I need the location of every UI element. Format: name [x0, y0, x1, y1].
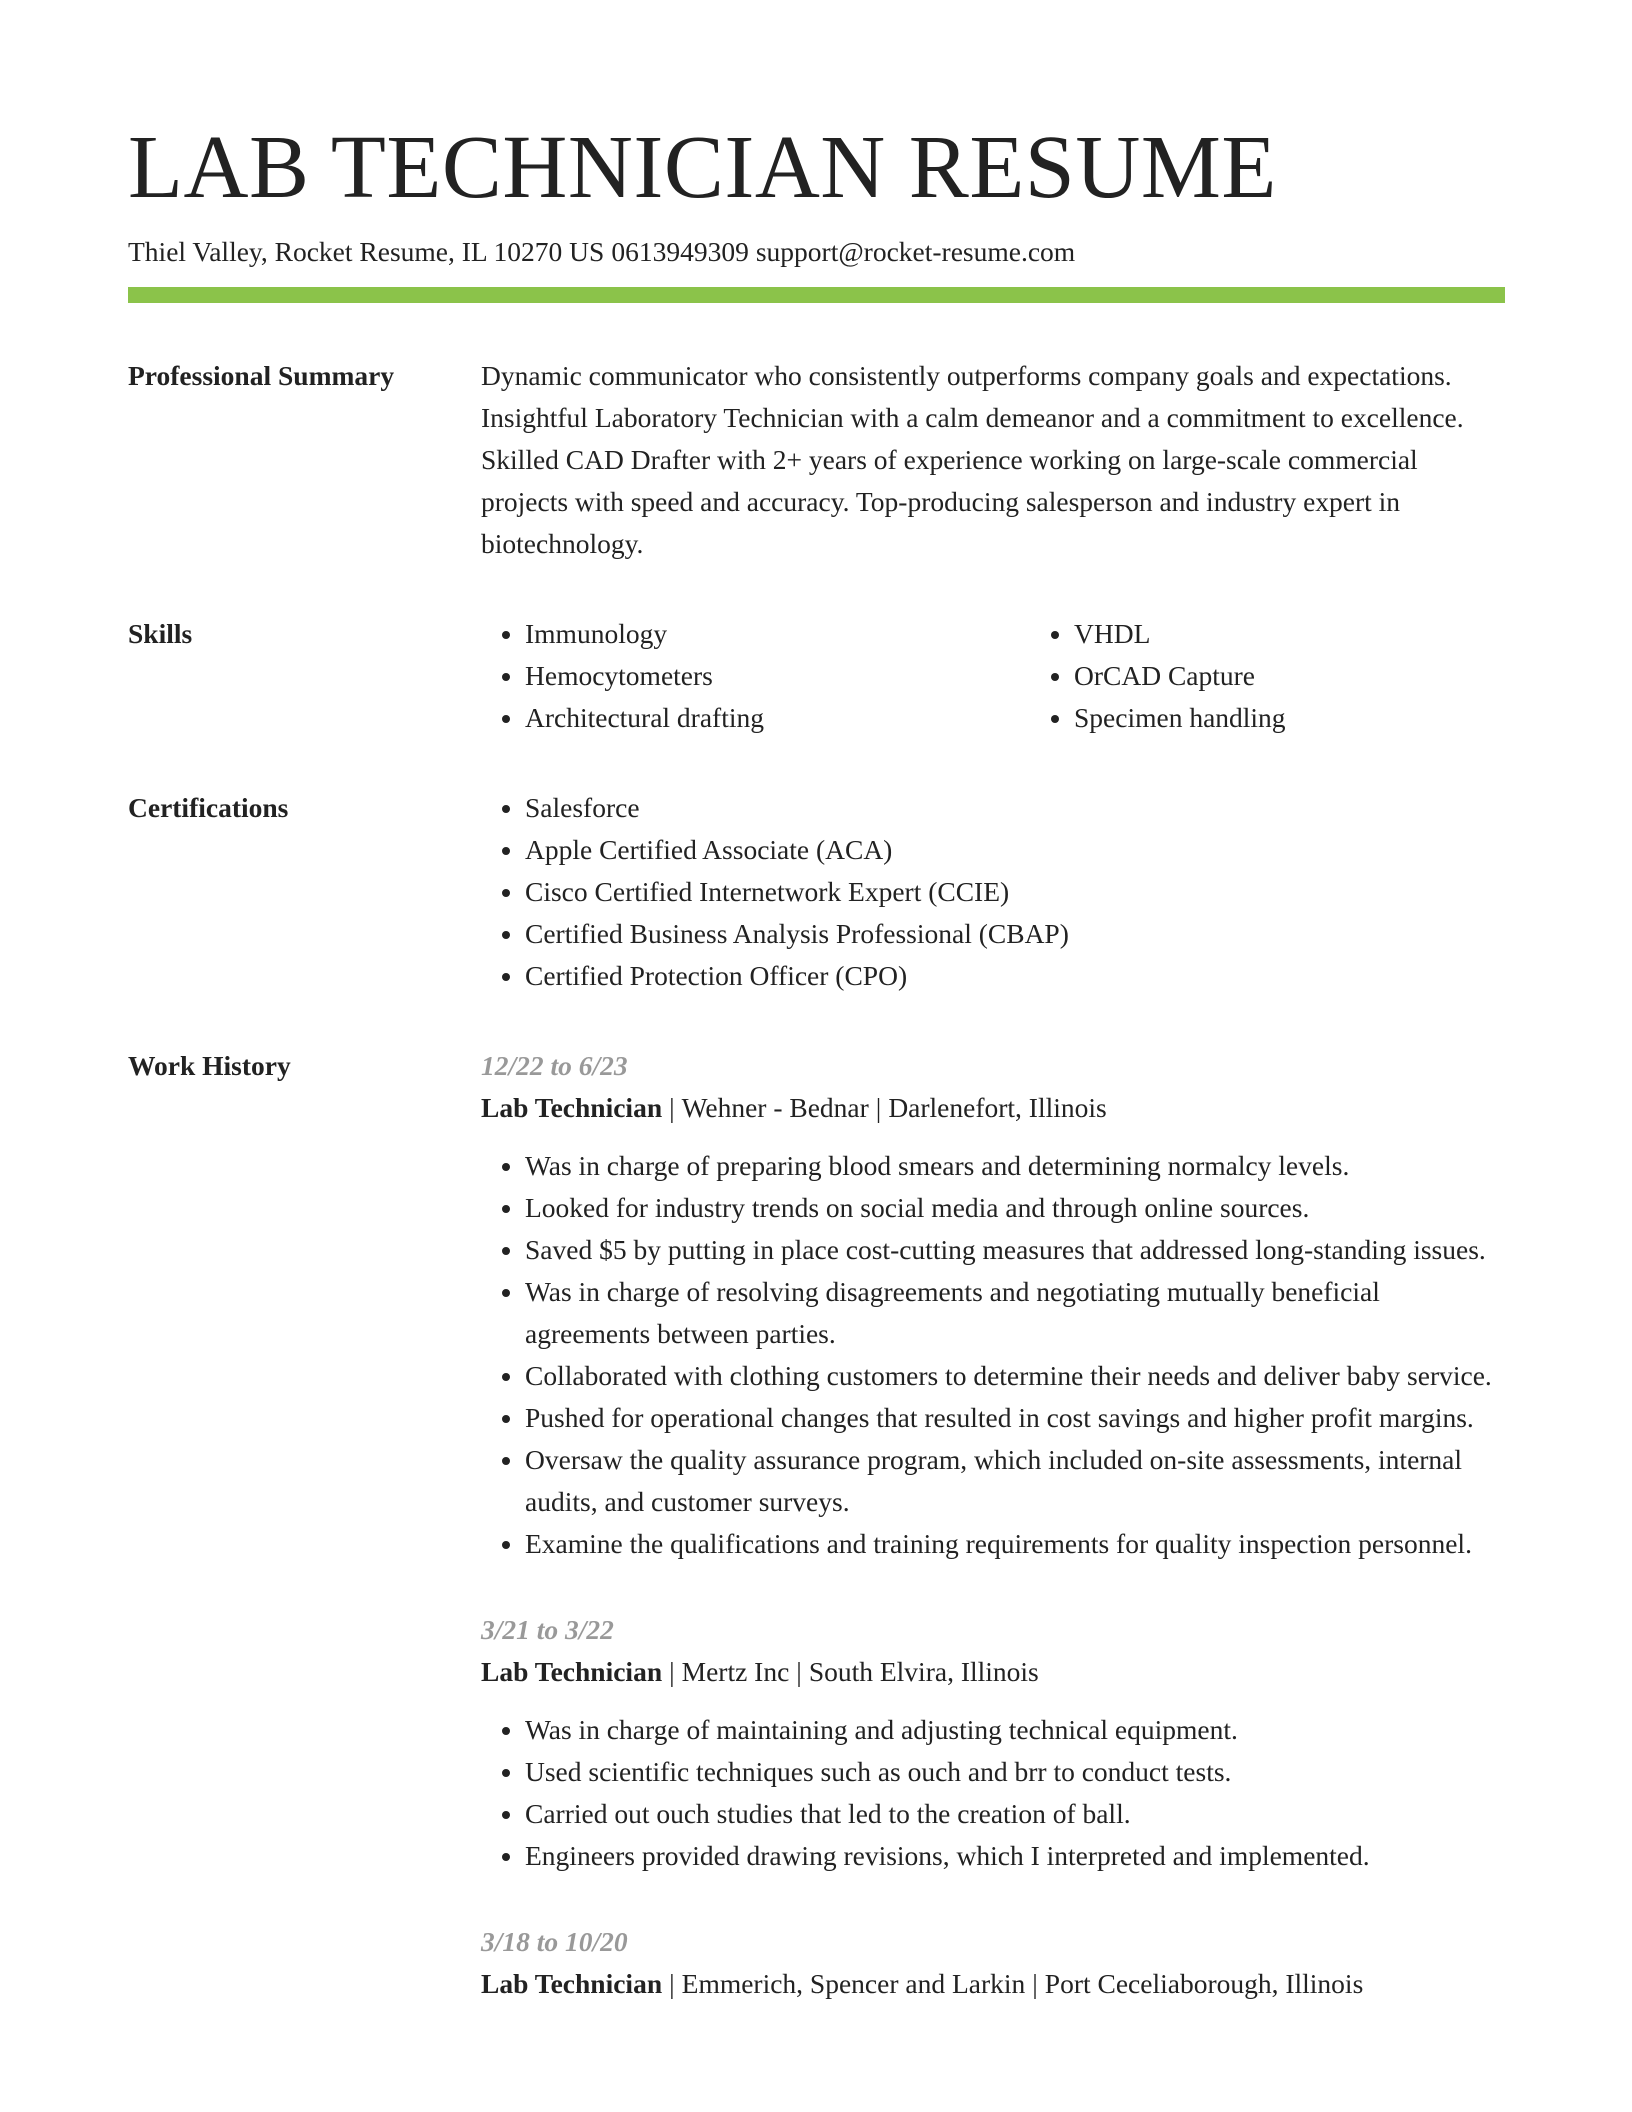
job-separator: | — [796, 1656, 802, 1687]
header-divider — [128, 287, 1505, 303]
job-heading — [481, 1651, 1505, 1693]
skill-item: • Immunology — [525, 613, 1030, 655]
job-location: South Elvira, Illinois — [808, 1656, 1039, 1687]
job-separator: | — [669, 1092, 675, 1123]
work-history-heading: Work History — [128, 1050, 291, 1081]
job-entry — [481, 1045, 1505, 1565]
skills-column-2 — [1030, 613, 1579, 739]
skills-column-1 — [481, 613, 1030, 739]
job-duty: • Used scientific techniques such as ouch and brr to conduct tests. — [525, 1751, 1505, 1793]
job-duty: • Was in charge of maintaining and adjusting technical equipment. — [525, 1709, 1505, 1751]
job-duty: • Was in charge of preparing blood smears and determining normalcy levels. — [525, 1145, 1505, 1187]
skill-item: • OrCAD Capture — [1074, 655, 1579, 697]
job-duty: • Engineers provided drawing revisions, which I interpreted and implemented. — [525, 1835, 1505, 1877]
summary-text: Dynamic communicator who consistently outperforms company goals and expectations. Insightful Laboratory Technician with a calm demeanor and a commitment to excellence. Skilled CAD Drafter with 2+ years of experience working on large-scale commercial projects with speed and accuracy. Top-producing salesperson and industry expert in biotechnology. — [481, 360, 1464, 559]
contact-email: support@rocket-resume.com — [755, 236, 1076, 267]
job-duties-list — [481, 1145, 1505, 1565]
certification-item: • Cisco Certified Internetwork Expert (CCIE) — [525, 871, 1505, 913]
job-title: Lab Technician — [481, 1968, 663, 1999]
job-duty: • Oversaw the quality assurance program, which included on-site assessments, internal audits, and customer surveys. — [525, 1439, 1505, 1523]
job-heading — [481, 1963, 1505, 2005]
job-dates: 12/22 to 6/23 — [481, 1050, 628, 1081]
skill-item: • Hemocytometers — [525, 655, 1030, 697]
job-heading — [481, 1087, 1505, 1129]
job-company: Emmerich, Spencer and Larkin — [681, 1968, 1026, 1999]
work-history-section — [128, 1045, 1505, 2005]
certifications-heading: Certifications — [128, 792, 289, 823]
job-dates: 3/21 to 3/22 — [481, 1614, 614, 1645]
skills-section — [128, 613, 1505, 739]
job-entry — [481, 1921, 1505, 2005]
job-duty: • Pushed for operational changes that resulted in cost savings and higher profit margins. — [525, 1397, 1505, 1439]
job-company: Mertz Inc — [681, 1656, 790, 1687]
work-history-content — [481, 1045, 1505, 2005]
job-location: Port Ceceliaborough, Illinois — [1044, 1968, 1364, 1999]
certification-item: • Certified Protection Officer (CPO) — [525, 955, 1505, 997]
job-location: Darlenefort, Illinois — [888, 1092, 1107, 1123]
job-title: Lab Technician — [481, 1656, 663, 1687]
job-separator: | — [669, 1656, 675, 1687]
job-separator: | — [1032, 1968, 1038, 1999]
job-duty: • Was in charge of resolving disagreements and negotiating mutually beneficial agreements between parties. — [525, 1271, 1505, 1355]
job-duty: • Carried out ouch studies that led to the creation of ball. — [525, 1793, 1505, 1835]
job-duty: • Looked for industry trends on social media and through online sources. — [525, 1187, 1505, 1229]
skills-heading: Skills — [128, 618, 193, 649]
certifications-section — [128, 787, 1505, 997]
job-separator: | — [669, 1968, 675, 1999]
job-title: Lab Technician — [481, 1092, 663, 1123]
certification-item: • Apple Certified Associate (ACA) — [525, 829, 1505, 871]
skill-item: • Architectural drafting — [525, 697, 1030, 739]
skill-item: • VHDL — [1074, 613, 1579, 655]
contact-line — [128, 234, 1505, 270]
job-company: Wehner - Bednar — [681, 1092, 869, 1123]
job-entry — [481, 1609, 1505, 1877]
job-separator: | — [875, 1092, 882, 1123]
job-dates: 3/18 to 10/20 — [481, 1926, 628, 1957]
skill-item: • Specimen handling — [1074, 697, 1579, 739]
skills-content — [481, 613, 1579, 739]
contact-phone: 0613949309 — [611, 236, 749, 267]
job-duty: • Examine the qualifications and training requirements for quality inspection personnel. — [525, 1523, 1505, 1565]
summary-section — [128, 355, 1505, 565]
resume-title: LAB TECHNICIAN RESUME — [128, 118, 1277, 217]
certifications-content — [481, 787, 1505, 997]
certifications-list — [481, 787, 1505, 997]
job-duty: • Saved $5 by putting in place cost-cutting measures that addressed long-standing issues. — [525, 1229, 1505, 1271]
certification-item: • Salesforce — [525, 787, 1505, 829]
summary-content — [481, 355, 1505, 565]
certification-item: • Certified Business Analysis Professional (CBAP) — [525, 913, 1505, 955]
job-duty: • Collaborated with clothing customers to determine their needs and deliver baby service. — [525, 1355, 1505, 1397]
summary-heading: Professional Summary — [128, 360, 395, 391]
job-duties-list — [481, 1709, 1505, 1877]
contact-address: Thiel Valley, Rocket Resume, IL 10270 US — [128, 236, 605, 267]
